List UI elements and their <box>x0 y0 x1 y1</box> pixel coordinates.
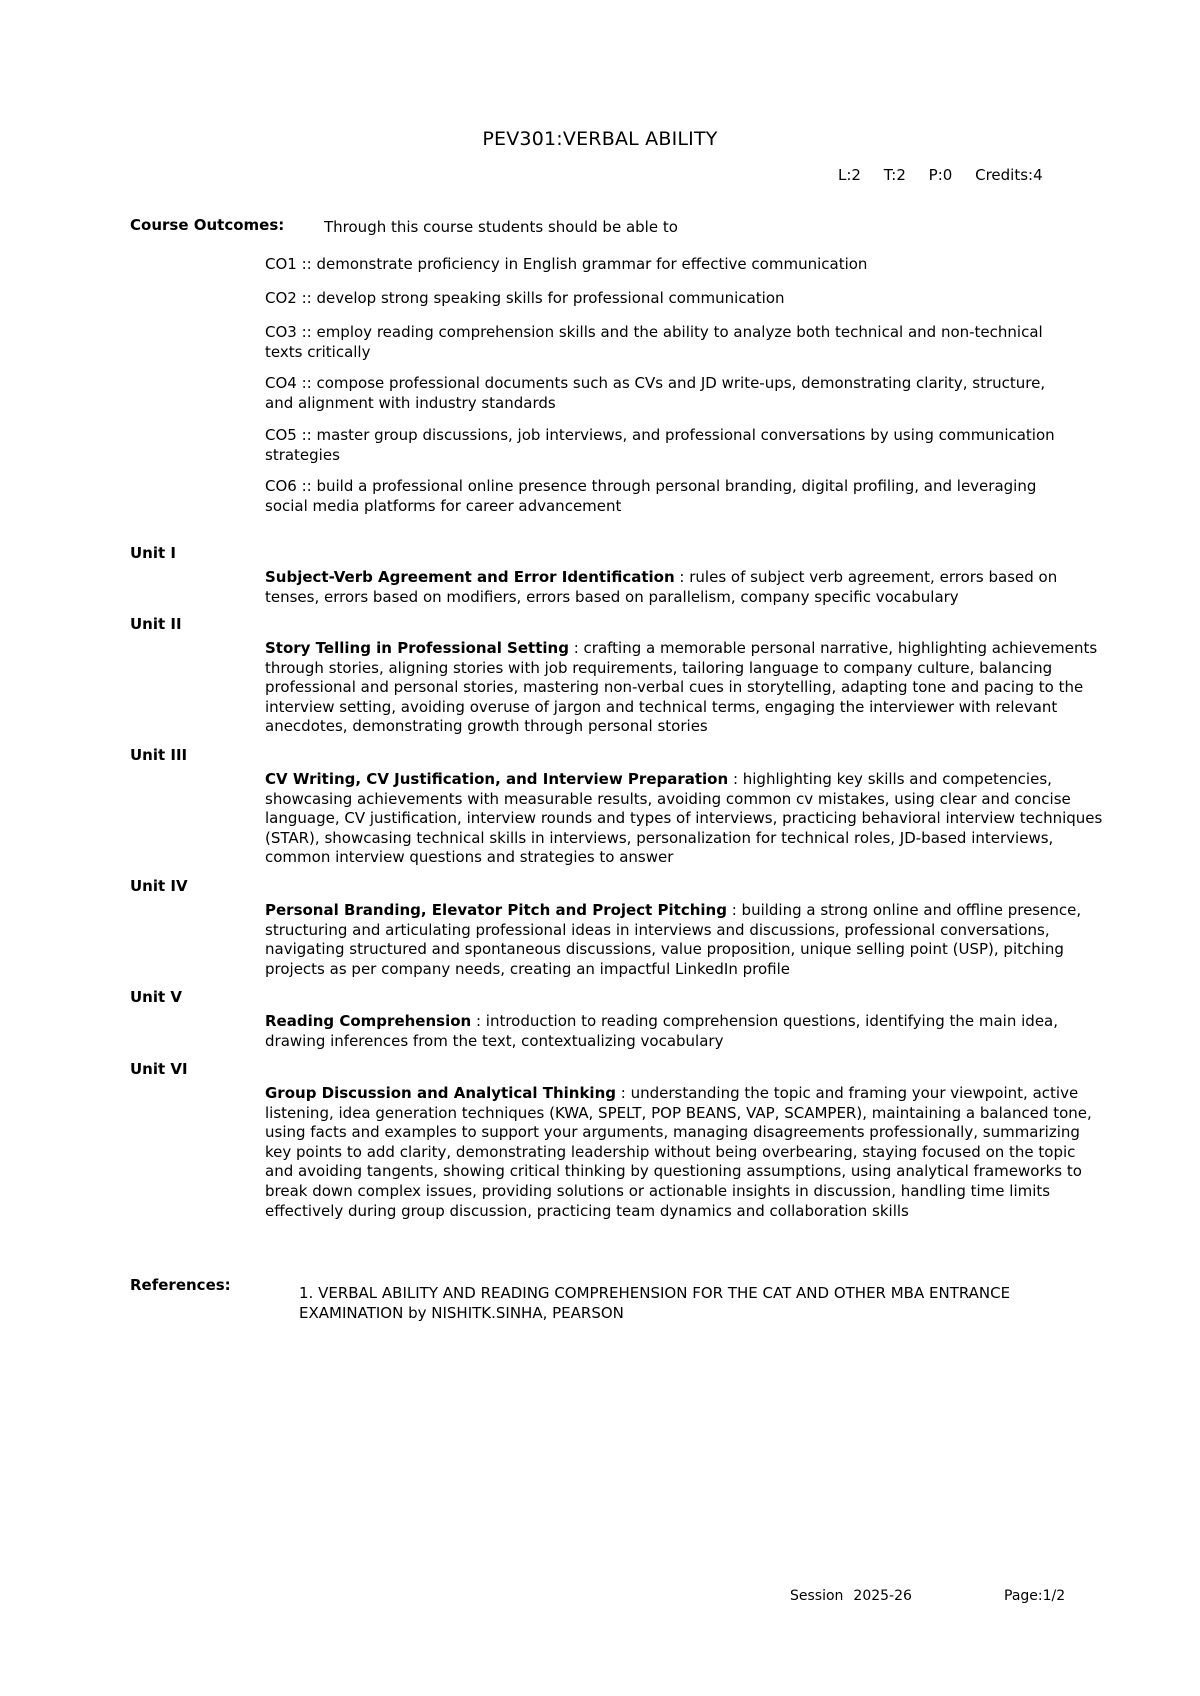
unit-description <box>265 901 1105 979</box>
course-outcomes-intro: Through this course students should be able to <box>324 218 678 236</box>
unit-content: : introduction to reading comprehension questions, identifying the main idea, drawing inferences from the text, contextualizing vocabulary <box>265 1012 1059 1050</box>
unit-content: : rules of subject verb agreement, errors based on tenses, errors based on modifiers, errors based on parallelism, company specific vocabulary <box>265 568 1058 606</box>
references-label: References: <box>130 1276 231 1294</box>
course-outcome: CO4 :: compose professional documents such as CVs and JD write-ups, demonstrating clarity, structure, and alignment with industry standards <box>265 374 1046 412</box>
unit-label: Unit II <box>130 615 182 633</box>
unit-heading: Group Discussion and Analytical Thinking <box>265 1084 616 1102</box>
unit-content: : building a strong online and offline presence, structuring and articulating professional ideas in interviews and discussions, professional conversations, navigating structured and spontaneous discussions, value proposition, unique selling point (USP), pitching projects as per company needs, creating an impactful LinkedIn profile <box>265 901 1082 978</box>
session-label: Session <box>790 1588 844 1604</box>
unit-description <box>265 639 1105 737</box>
lecture-hours: L:2 <box>838 166 861 184</box>
unit-label: Unit I <box>130 544 176 562</box>
course-outcome: CO6 :: build a professional online presence through personal branding, digital profiling, and leveraging social media platforms for career advancement <box>265 477 1037 515</box>
unit-description <box>265 1084 1105 1221</box>
page-number: Page:1/2 <box>1004 1588 1066 1604</box>
unit-heading: Story Telling in Professional Setting <box>265 639 569 657</box>
unit-content: : understanding the topic and framing your viewpoint, active listening, idea generation techniques (KWA, SPELT, POP BEANS, VAP, SCAMPER), maintaining a balanced tone, using facts and examples to support your arguments, managing disagreements professionally, summarizing key points to add clarity, demonstrating leadership without being overbearing, staying focused on the topic and avoiding tangents, showing critical thinking by questioning assumptions, using analytical frameworks to break down complex issues, providing solutions or actionable insights in discussion, handling time limits effectively during group discussion, practicing team dynamics and collaboration skills <box>265 1084 1092 1220</box>
session-info <box>790 1588 912 1604</box>
unit-label: Unit IV <box>130 877 188 895</box>
unit-description <box>265 770 1105 868</box>
unit-label: Unit III <box>130 746 188 764</box>
course-title: PEV301:VERBAL ABILITY <box>482 128 718 150</box>
course-outcome: CO1 :: demonstrate proficiency in English grammar for effective communication <box>265 255 868 273</box>
course-outcomes-label: Course Outcomes: <box>130 216 285 234</box>
unit-content: : crafting a memorable personal narrative, highlighting achievements through stories, aligning stories with job requirements, tailoring language to company culture, balancing professional and personal stories, mastering non-verbal cues in storytelling, adapting tone and pacing to the interview setting, avoiding overuse of jargon and technical terms, engaging the interviewer with relevant anecdotes, demonstrating growth through personal stories <box>265 639 1098 736</box>
unit-content: : highlighting key skills and competencies, showcasing achievements with measurable results, avoiding common cv mistakes, using clear and concise language, CV justification, interview rounds and types of interviews, practicing behavioral interview techniques (STAR), showcasing technical skills in interviews, personalization for technical roles, JD-based interviews, common interview questions and strategies to answer <box>265 770 1103 867</box>
course-outcome: CO2 :: develop strong speaking skills for professional communication <box>265 289 785 307</box>
session-value: 2025-26 <box>853 1588 912 1604</box>
credit-structure <box>838 166 1043 184</box>
unit-label: Unit VI <box>130 1060 188 1078</box>
unit-description <box>265 1012 1105 1051</box>
unit-heading: Reading Comprehension <box>265 1012 472 1030</box>
unit-heading: Subject-Verb Agreement and Error Identification <box>265 568 675 586</box>
credits: Credits:4 <box>975 166 1043 184</box>
course-outcome: CO5 :: master group discussions, job interviews, and professional conversations by using communication strategies <box>265 426 1055 464</box>
unit-heading: Personal Branding, Elevator Pitch and Project Pitching <box>265 901 727 919</box>
reference-item: 1. VERBAL ABILITY AND READING COMPREHENSION FOR THE CAT AND OTHER MBA ENTRANCE EXAMINATION by NISHITK.SINHA, PEARSON <box>299 1284 1011 1322</box>
unit-label: Unit V <box>130 988 183 1006</box>
course-outcome: CO3 :: employ reading comprehension skills and the ability to analyze both technical and non-technical texts critically <box>265 323 1043 361</box>
unit-heading: CV Writing, CV Justification, and Interview Preparation <box>265 770 729 788</box>
practical-hours: P:0 <box>928 166 953 184</box>
unit-description <box>265 568 1105 607</box>
tutorial-hours: T:2 <box>883 166 906 184</box>
